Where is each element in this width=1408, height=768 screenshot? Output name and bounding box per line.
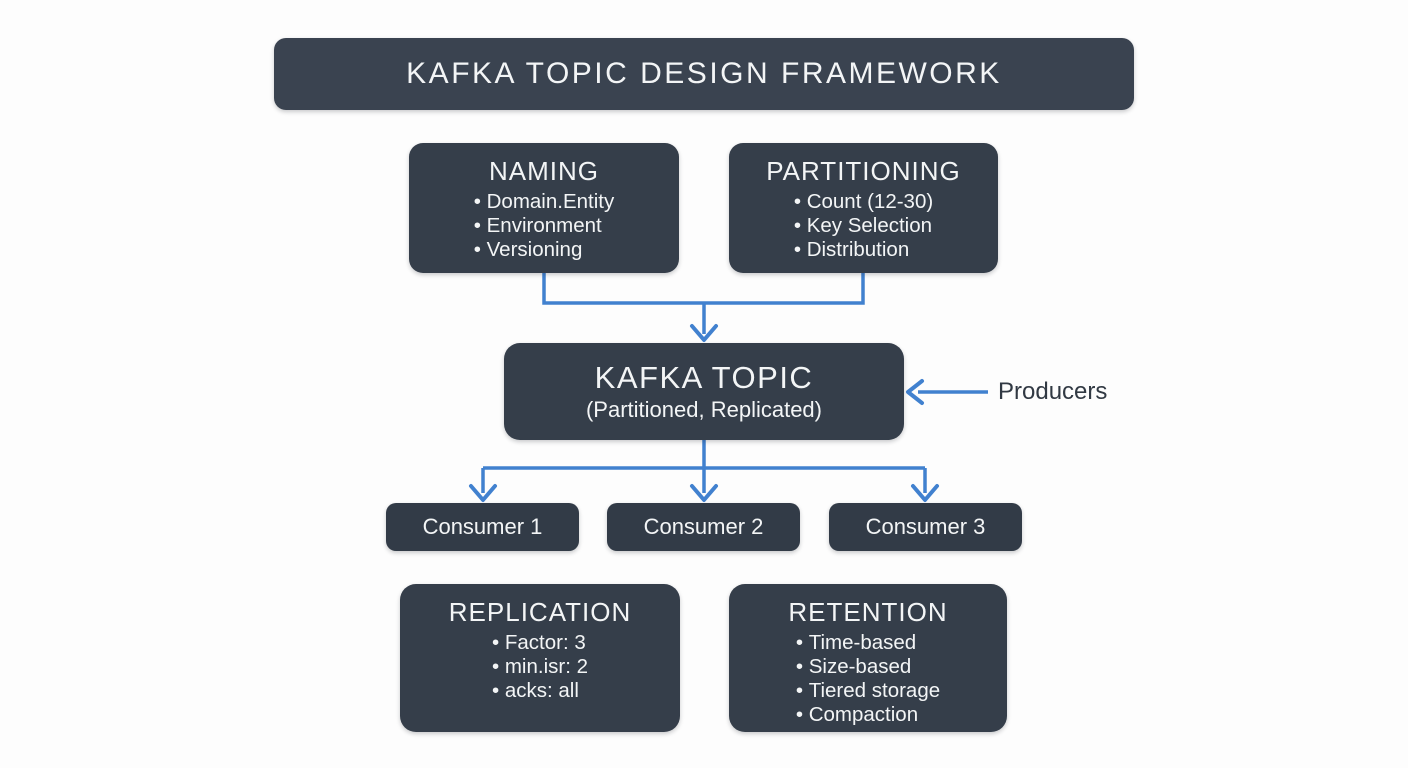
- kafka-topic-box: [504, 343, 904, 440]
- replication-item: • min.isr: 2: [492, 655, 588, 679]
- consumer-3-label: Consumer 3: [865, 514, 986, 539]
- partitioning-item: • Count (12-30): [794, 190, 933, 214]
- naming-box: [409, 143, 679, 273]
- partitioning-list: [794, 190, 933, 262]
- partitioning-title: PARTITIONING: [766, 156, 961, 186]
- retention-box: [729, 584, 1007, 732]
- kafka-topic-title: KAFKA TOPIC: [594, 359, 814, 395]
- partitioning-item: • Distribution: [794, 238, 933, 262]
- retention-item: • Tiered storage: [796, 679, 940, 703]
- replication-item: • Factor: 3: [492, 631, 588, 655]
- partitioning-box: [729, 143, 998, 273]
- naming-list: [474, 190, 614, 262]
- naming-item: • Environment: [474, 214, 614, 238]
- retention-item: • Size-based: [796, 655, 940, 679]
- kafka-topic-subtitle: (Partitioned, Replicated): [585, 396, 822, 422]
- naming-title: NAMING: [489, 156, 599, 186]
- naming-item: • Domain.Entity: [474, 190, 614, 214]
- replication-title: REPLICATION: [448, 597, 632, 627]
- consumer-1-box: [386, 503, 579, 551]
- diagram-title: [274, 38, 1134, 110]
- retention-title: RETENTION: [788, 597, 948, 627]
- retention-item: • Compaction: [796, 703, 940, 727]
- naming-partitioning-join-line: [544, 273, 863, 303]
- consumer-3-box: [829, 503, 1022, 551]
- replication-list: [492, 631, 588, 703]
- naming-item: • Versioning: [474, 238, 614, 262]
- retention-item: • Time-based: [796, 631, 940, 655]
- replication-box: [400, 584, 680, 732]
- producers-label: Producers: [998, 378, 1108, 405]
- consumer-2-label: Consumer 2: [643, 514, 764, 539]
- consumer-1-label: Consumer 1: [422, 514, 543, 539]
- consumer-2-box: [607, 503, 800, 551]
- diagram-title-text: KAFKA TOPIC DESIGN FRAMEWORK: [406, 57, 1002, 90]
- partitioning-item: • Key Selection: [794, 214, 933, 238]
- retention-list: [796, 631, 940, 727]
- replication-item: • acks: all: [492, 679, 588, 703]
- topic-to-consumers-line: [483, 440, 925, 493]
